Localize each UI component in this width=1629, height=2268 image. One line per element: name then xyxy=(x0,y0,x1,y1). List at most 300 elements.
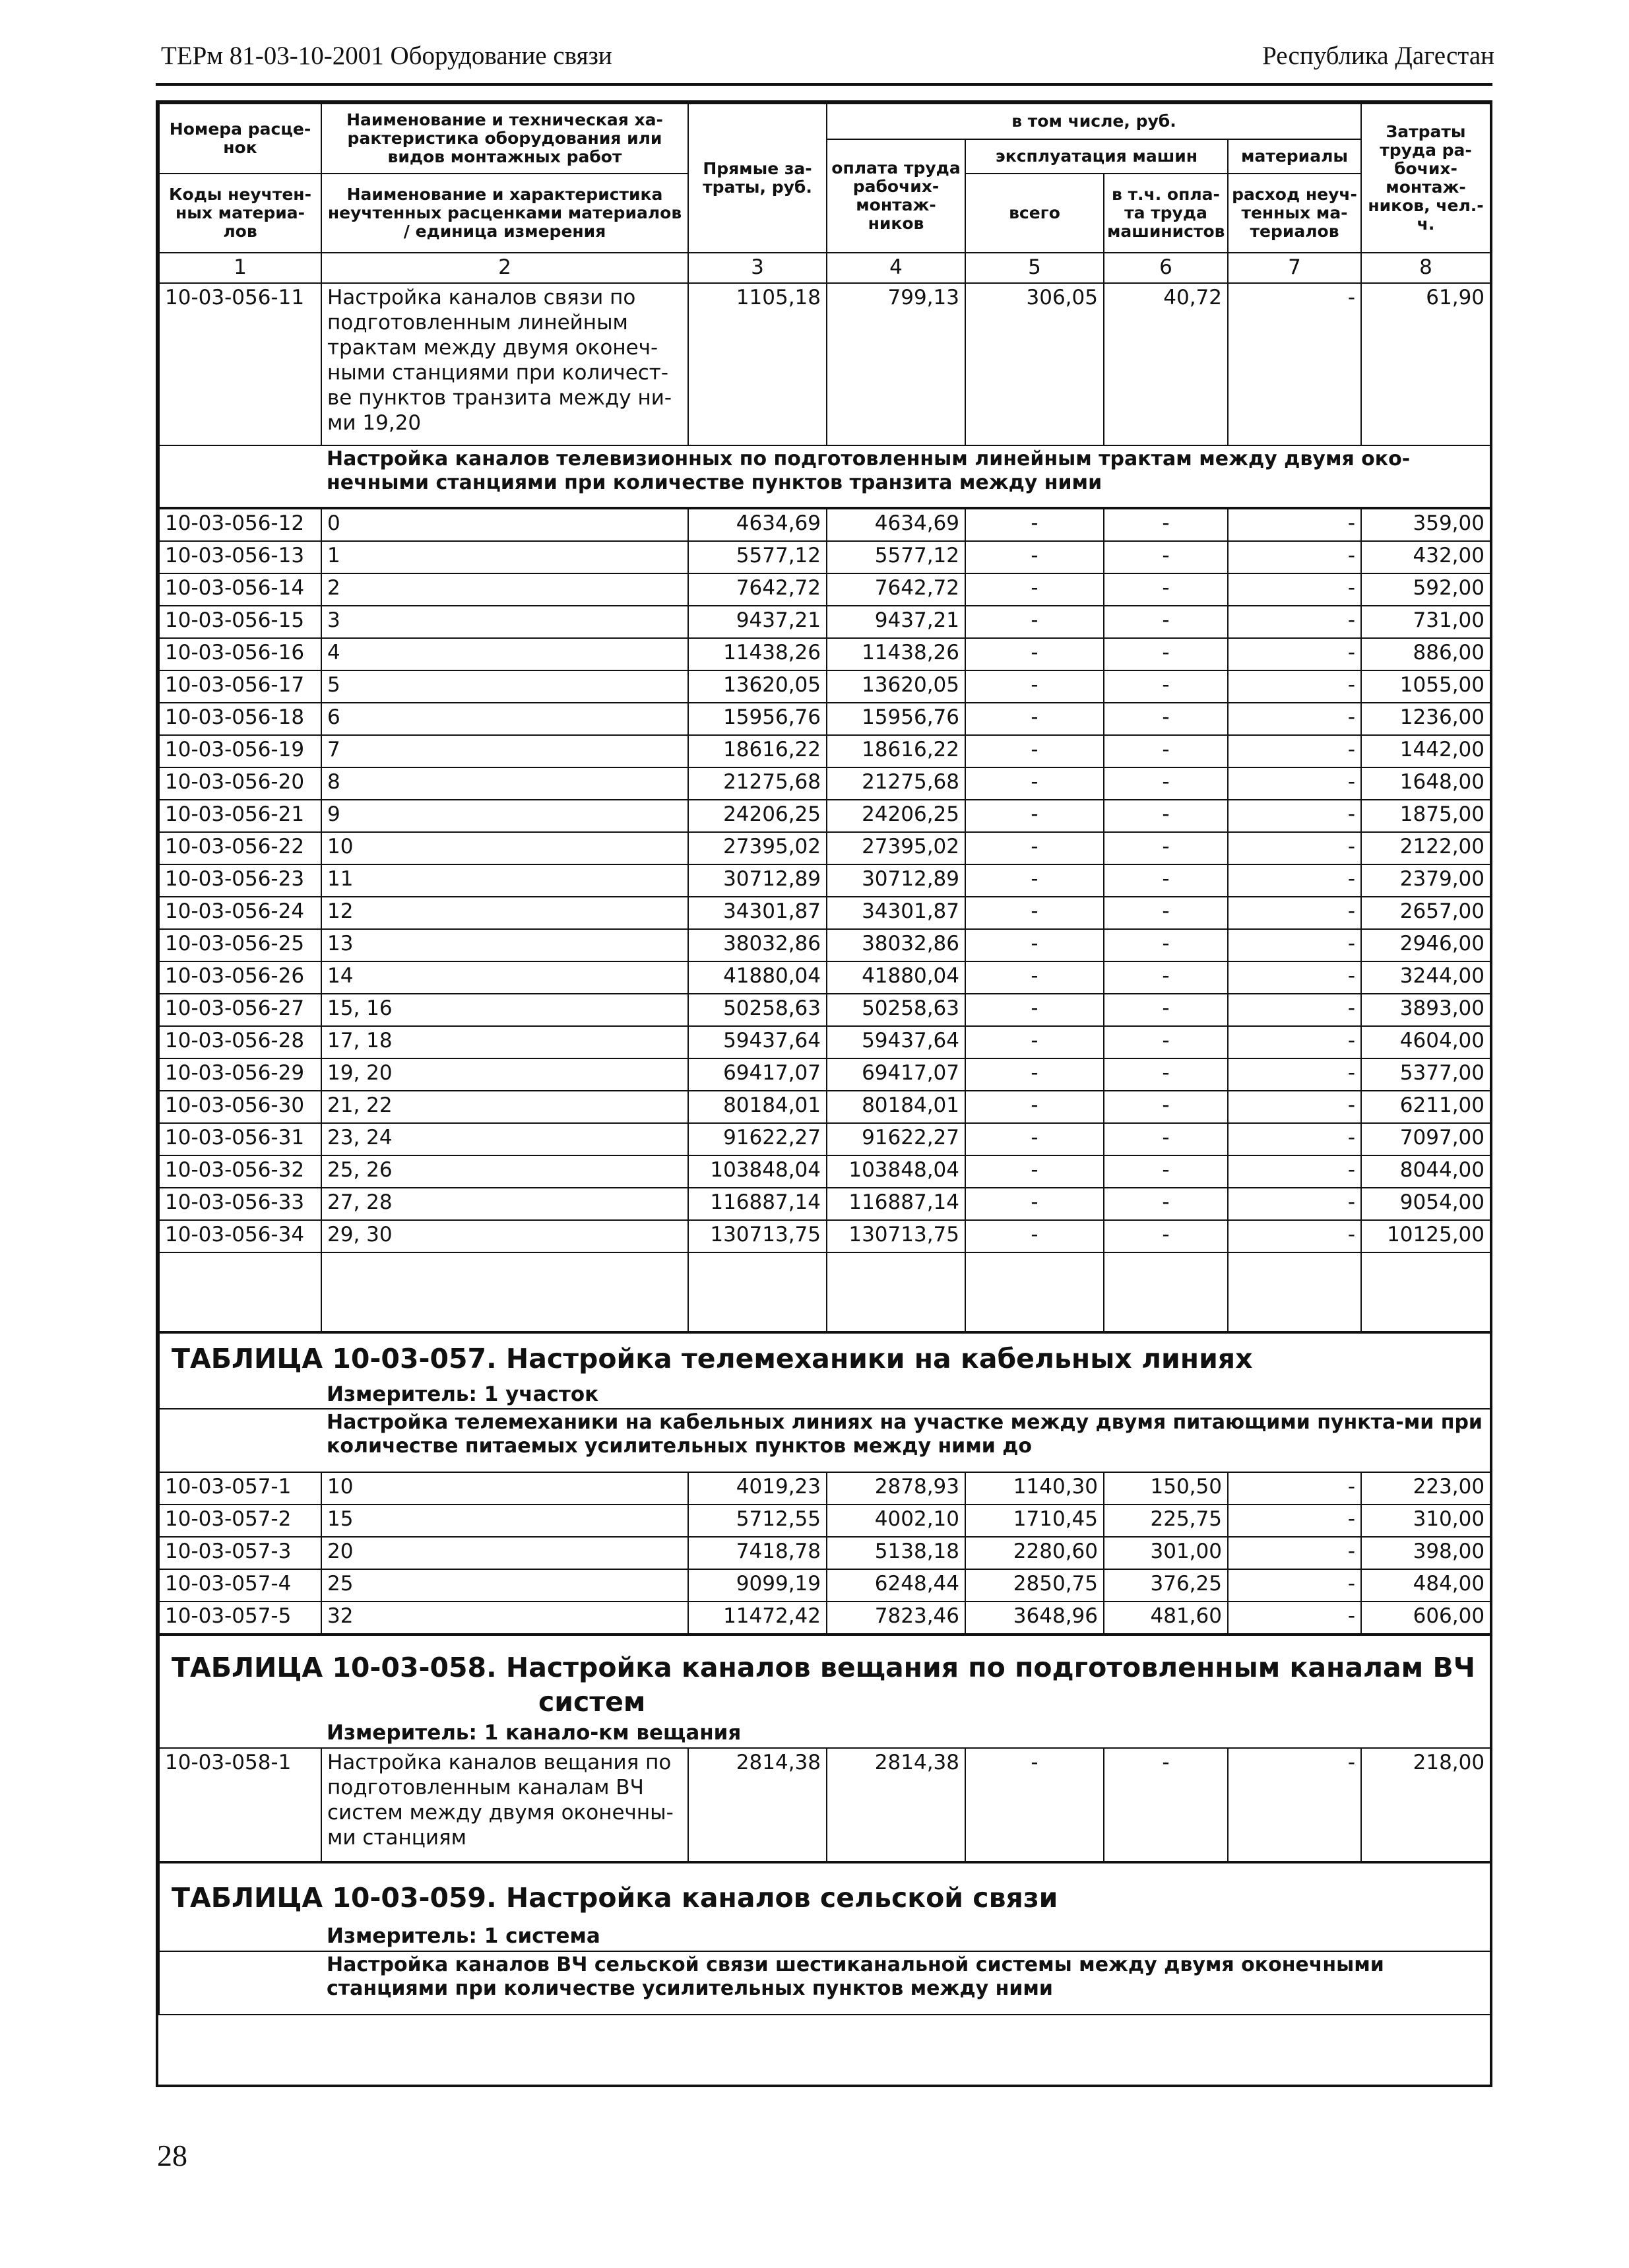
labor-wages: 7823,46 xyxy=(827,1602,965,1634)
materials: - xyxy=(1228,1602,1361,1634)
materials: - xyxy=(1228,638,1361,670)
colnum-8: 8 xyxy=(1361,253,1490,283)
rate-name: 17, 18 xyxy=(321,1026,688,1058)
machines-total: 306,05 xyxy=(965,283,1104,445)
direct-costs: 21275,68 xyxy=(688,767,827,800)
machinists-wages: - xyxy=(1104,573,1228,606)
table-row xyxy=(159,1026,1490,1058)
table-row xyxy=(159,1091,1490,1123)
machines-total: - xyxy=(965,897,1104,929)
direct-costs: 5577,12 xyxy=(688,541,827,573)
rate-name: 23, 24 xyxy=(321,1123,688,1155)
rate-code: 10-03-057-5 xyxy=(159,1602,321,1634)
labor-wages: 80184,01 xyxy=(827,1091,965,1123)
direct-costs: 59437,64 xyxy=(688,1026,827,1058)
rate-name: 15 xyxy=(321,1505,688,1537)
direct-costs: 34301,87 xyxy=(688,897,827,929)
colnum-3: 3 xyxy=(688,253,827,283)
materials: - xyxy=(1228,1155,1361,1188)
labor-hours: 1055,00 xyxy=(1361,670,1490,703)
labor-hours: 218,00 xyxy=(1361,1748,1490,1862)
labor-wages: 38032,86 xyxy=(827,929,965,961)
machines-total: - xyxy=(965,994,1104,1026)
direct-costs: 41880,04 xyxy=(688,961,827,994)
table-row xyxy=(159,1058,1490,1091)
materials: - xyxy=(1228,509,1361,541)
labor-hours: 3893,00 xyxy=(1361,994,1490,1026)
rate-code: 10-03-057-1 xyxy=(159,1472,321,1505)
direct-costs: 13620,05 xyxy=(688,670,827,703)
table-row xyxy=(159,1602,1490,1634)
labor-hours: 1875,00 xyxy=(1361,800,1490,832)
labor-hours: 1236,00 xyxy=(1361,703,1490,735)
labor-hours: 731,00 xyxy=(1361,606,1490,638)
materials: - xyxy=(1228,1058,1361,1091)
machines-total: - xyxy=(965,767,1104,800)
blank-row xyxy=(159,1252,1490,1332)
machinists-wages: - xyxy=(1104,735,1228,767)
rate-code: 10-03-056-33 xyxy=(159,1188,321,1220)
table-row xyxy=(159,1537,1490,1569)
materials: - xyxy=(1228,573,1361,606)
machinists-wages: - xyxy=(1104,1091,1228,1123)
direct-costs: 11472,42 xyxy=(688,1602,827,1634)
col6-header: в т.ч. опла-та труда машинистов xyxy=(1104,174,1228,253)
labor-wages: 59437,64 xyxy=(827,1026,965,1058)
labor-wages: 4634,69 xyxy=(827,509,965,541)
table-row xyxy=(159,703,1490,735)
labor-wages: 130713,75 xyxy=(827,1220,965,1252)
colnum-2: 2 xyxy=(321,253,688,283)
rate-code: 10-03-057-2 xyxy=(159,1505,321,1537)
labor-wages: 91622,27 xyxy=(827,1123,965,1155)
colnum-1: 1 xyxy=(159,253,321,283)
materials: - xyxy=(1228,703,1361,735)
machines-total: - xyxy=(965,1026,1104,1058)
labor-wages: 11438,26 xyxy=(827,638,965,670)
machinists-wages: - xyxy=(1104,1748,1228,1862)
labor-hours: 5377,00 xyxy=(1361,1058,1490,1091)
table-057-measure: Измеритель: 1 участок xyxy=(321,1380,1490,1409)
machinists-wages: 301,00 xyxy=(1104,1537,1228,1569)
table-059-measure: Измеритель: 1 система xyxy=(321,1922,1490,1951)
labor-hours: 61,90 xyxy=(1361,283,1490,445)
table-row xyxy=(159,606,1490,638)
table-row xyxy=(159,573,1490,606)
machinists-wages: 150,50 xyxy=(1104,1472,1228,1505)
rate-name: 11 xyxy=(321,864,688,897)
rate-name: 27, 28 xyxy=(321,1188,688,1220)
machines-total: 3648,96 xyxy=(965,1602,1104,1634)
table-row xyxy=(159,541,1490,573)
table-058-title: ТАБЛИЦА 10-03-058. Настройка каналов вещания по подготовленным каналам ВЧ xyxy=(172,1652,1475,1683)
machinists-wages: - xyxy=(1104,864,1228,897)
machinists-wages: - xyxy=(1104,509,1228,541)
table-row xyxy=(159,961,1490,994)
machinists-wages: - xyxy=(1104,929,1228,961)
direct-costs: 91622,27 xyxy=(688,1123,827,1155)
direct-costs: 4634,69 xyxy=(688,509,827,541)
rate-name: 14 xyxy=(321,961,688,994)
machinists-wages: - xyxy=(1104,1220,1228,1252)
rate-name: 3 xyxy=(321,606,688,638)
rate-name: 15, 16 xyxy=(321,994,688,1026)
rate-code: 10-03-056-21 xyxy=(159,800,321,832)
machines-total: - xyxy=(965,1058,1104,1091)
labor-wages: 6248,44 xyxy=(827,1569,965,1602)
machines-header: эксплуатация машин xyxy=(965,139,1228,174)
labor-wages: 21275,68 xyxy=(827,767,965,800)
table-row xyxy=(159,1472,1490,1505)
labor-wages: 4002,10 xyxy=(827,1505,965,1537)
labor-wages: 50258,63 xyxy=(827,994,965,1026)
table-row xyxy=(159,832,1490,864)
table-row xyxy=(159,994,1490,1026)
rate-name: Настройка каналов связи по подготовленным линейным трактам между двумя оконеч-ными станциями при количест-ве пунктов транзита между ни-ми 19,20 xyxy=(321,283,688,445)
table-058 xyxy=(158,1635,1491,1862)
table-row xyxy=(159,767,1490,800)
machinists-wages: - xyxy=(1104,703,1228,735)
machinists-wages: - xyxy=(1104,1155,1228,1188)
machinists-wages: - xyxy=(1104,541,1228,573)
direct-costs: 9099,19 xyxy=(688,1569,827,1602)
materials: - xyxy=(1228,735,1361,767)
labor-hours: 7097,00 xyxy=(1361,1123,1490,1155)
labor-hours: 6211,00 xyxy=(1361,1091,1490,1123)
machinists-wages: - xyxy=(1104,1188,1228,1220)
machinists-wages: - xyxy=(1104,606,1228,638)
direct-costs: 24206,25 xyxy=(688,800,827,832)
labor-hours: 1648,00 xyxy=(1361,767,1490,800)
rate-code: 10-03-056-16 xyxy=(159,638,321,670)
machinists-wages: - xyxy=(1104,638,1228,670)
rate-name: 9 xyxy=(321,800,688,832)
machinists-wages: 376,25 xyxy=(1104,1569,1228,1602)
labor-wages: 30712,89 xyxy=(827,864,965,897)
table-row xyxy=(159,638,1490,670)
direct-costs: 18616,22 xyxy=(688,735,827,767)
col3-header: Прямые за-траты, руб. xyxy=(688,104,827,253)
direct-costs: 7418,78 xyxy=(688,1537,827,1569)
direct-costs: 9437,21 xyxy=(688,606,827,638)
materials: - xyxy=(1228,897,1361,929)
machines-total: - xyxy=(965,1220,1104,1252)
labor-hours: 592,00 xyxy=(1361,573,1490,606)
direct-costs: 15956,76 xyxy=(688,703,827,735)
table-row xyxy=(159,800,1490,832)
rate-name: 25, 26 xyxy=(321,1155,688,1188)
table-057 xyxy=(158,1332,1491,1635)
rate-name: 7 xyxy=(321,735,688,767)
materials-header: материалы xyxy=(1228,139,1361,174)
rate-code: 10-03-056-11 xyxy=(159,283,321,445)
materials: - xyxy=(1228,1505,1361,1537)
machines-total: - xyxy=(965,864,1104,897)
direct-costs: 80184,01 xyxy=(688,1091,827,1123)
section-row-056 xyxy=(159,445,1490,507)
rate-name: 29, 30 xyxy=(321,1220,688,1252)
machinists-wages: 225,75 xyxy=(1104,1505,1228,1537)
materials: - xyxy=(1228,864,1361,897)
machines-total: - xyxy=(965,573,1104,606)
table-row xyxy=(159,864,1490,897)
labor-hours: 2122,00 xyxy=(1361,832,1490,864)
labor-wages: 2878,93 xyxy=(827,1472,965,1505)
labor-wages: 103848,04 xyxy=(827,1155,965,1188)
machines-total: - xyxy=(965,509,1104,541)
table-row xyxy=(159,1748,1490,1862)
materials: - xyxy=(1228,1569,1361,1602)
materials: - xyxy=(1228,1026,1361,1058)
rate-name: 20 xyxy=(321,1537,688,1569)
machines-total: 1710,45 xyxy=(965,1505,1104,1537)
rate-code: 10-03-056-18 xyxy=(159,703,321,735)
table-row xyxy=(159,670,1490,703)
rate-name: 25 xyxy=(321,1569,688,1602)
labor-hours: 398,00 xyxy=(1361,1537,1490,1569)
materials: - xyxy=(1228,1123,1361,1155)
machinists-wages: - xyxy=(1104,1058,1228,1091)
materials: - xyxy=(1228,1537,1361,1569)
labor-hours: 1442,00 xyxy=(1361,735,1490,767)
table-059 xyxy=(158,1862,1491,2015)
table-row xyxy=(159,929,1490,961)
table-row xyxy=(159,735,1490,767)
rate-code: 10-03-058-1 xyxy=(159,1748,321,1862)
rate-code: 10-03-056-31 xyxy=(159,1123,321,1155)
labor-hours: 4604,00 xyxy=(1361,1026,1490,1058)
rate-code: 10-03-056-22 xyxy=(159,832,321,864)
rows-056-table xyxy=(158,508,1491,1332)
table-059-title: ТАБЛИЦА 10-03-059. Настройка каналов сельской связи xyxy=(159,1863,1490,1922)
col7-header: расход неуч-тенных ма-териалов xyxy=(1228,174,1361,253)
rate-name: Настройка каналов вещания по подготовленным каналам ВЧ систем между двумя оконечны-ми станциям xyxy=(321,1748,688,1862)
rate-code: 10-03-056-12 xyxy=(159,509,321,541)
materials: - xyxy=(1228,832,1361,864)
rate-name: 10 xyxy=(321,832,688,864)
colnum-7: 7 xyxy=(1228,253,1361,283)
table-row xyxy=(159,1220,1490,1252)
table-row xyxy=(159,509,1490,541)
rate-code: 10-03-056-29 xyxy=(159,1058,321,1091)
running-header-right: Республика Дагестан xyxy=(1262,42,1494,70)
direct-costs: 27395,02 xyxy=(688,832,827,864)
rate-name: 0 xyxy=(321,509,688,541)
table-057-title: ТАБЛИЦА 10-03-057. Настройка телемеханики на кабельных линиях xyxy=(159,1333,1490,1380)
machines-total: - xyxy=(965,929,1104,961)
machines-total: - xyxy=(965,638,1104,670)
rate-code: 10-03-056-28 xyxy=(159,1026,321,1058)
table-row xyxy=(159,1155,1490,1188)
col2-header-top: Наименование и техническая ха-рактеристика оборудования или видов монтажных работ xyxy=(321,104,688,174)
materials: - xyxy=(1228,800,1361,832)
included-header: в том числе, руб. xyxy=(827,104,1361,139)
machinists-wages: - xyxy=(1104,1123,1228,1155)
machinists-wages: - xyxy=(1104,832,1228,864)
colnum-4: 4 xyxy=(827,253,965,283)
labor-hours: 606,00 xyxy=(1361,1602,1490,1634)
materials: - xyxy=(1228,1188,1361,1220)
direct-costs: 7642,72 xyxy=(688,573,827,606)
page-number: 28 xyxy=(157,2139,187,2172)
labor-wages: 34301,87 xyxy=(827,897,965,929)
labor-wages: 15956,76 xyxy=(827,703,965,735)
col1-header-bottom: Коды неучтен-ных материа-лов xyxy=(159,174,321,253)
rate-name: 21, 22 xyxy=(321,1091,688,1123)
direct-costs: 1105,18 xyxy=(688,283,827,445)
machines-total: - xyxy=(965,541,1104,573)
labor-hours: 432,00 xyxy=(1361,541,1490,573)
labor-hours: 310,00 xyxy=(1361,1505,1490,1537)
direct-costs: 11438,26 xyxy=(688,638,827,670)
rate-name: 8 xyxy=(321,767,688,800)
labor-wages: 5577,12 xyxy=(827,541,965,573)
labor-hours: 10125,00 xyxy=(1361,1220,1490,1252)
rate-name: 2 xyxy=(321,573,688,606)
rate-name: 4 xyxy=(321,638,688,670)
machines-total: 2850,75 xyxy=(965,1569,1104,1602)
table-row xyxy=(159,283,1490,445)
machines-total: - xyxy=(965,735,1104,767)
machines-total: 1140,30 xyxy=(965,1472,1104,1505)
rate-code: 10-03-056-23 xyxy=(159,864,321,897)
rate-name: 6 xyxy=(321,703,688,735)
direct-costs: 50258,63 xyxy=(688,994,827,1026)
header-row-1 xyxy=(159,104,1490,139)
table-row xyxy=(159,1505,1490,1537)
rate-name: 5 xyxy=(321,670,688,703)
rate-code: 10-03-056-34 xyxy=(159,1220,321,1252)
materials: - xyxy=(1228,994,1361,1026)
col1-header-top: Номера расце-нок xyxy=(159,104,321,174)
machines-total: - xyxy=(965,961,1104,994)
labor-hours: 3244,00 xyxy=(1361,961,1490,994)
labor-wages: 13620,05 xyxy=(827,670,965,703)
table-row xyxy=(159,1188,1490,1220)
machinists-wages: - xyxy=(1104,897,1228,929)
machinists-wages: - xyxy=(1104,800,1228,832)
labor-wages: 116887,14 xyxy=(827,1188,965,1220)
labor-wages: 41880,04 xyxy=(827,961,965,994)
col5-header: всего xyxy=(965,174,1104,253)
direct-costs: 2814,38 xyxy=(688,1748,827,1862)
materials: - xyxy=(1228,1091,1361,1123)
labor-wages: 7642,72 xyxy=(827,573,965,606)
machines-total: - xyxy=(965,832,1104,864)
labor-hours: 484,00 xyxy=(1361,1569,1490,1602)
rate-code: 10-03-056-24 xyxy=(159,897,321,929)
direct-costs: 4019,23 xyxy=(688,1472,827,1505)
col4-header: оплата труда рабочих-монтаж-ников xyxy=(827,139,965,253)
materials: - xyxy=(1228,606,1361,638)
labor-wages: 2814,38 xyxy=(827,1748,965,1862)
labor-wages: 27395,02 xyxy=(827,832,965,864)
machines-total: - xyxy=(965,1748,1104,1862)
labor-wages: 5138,18 xyxy=(827,1537,965,1569)
labor-hours: 359,00 xyxy=(1361,509,1490,541)
machines-total: - xyxy=(965,703,1104,735)
rate-code: 10-03-056-32 xyxy=(159,1155,321,1188)
labor-hours: 9054,00 xyxy=(1361,1188,1490,1220)
machines-total: - xyxy=(965,1155,1104,1188)
header-rule xyxy=(156,83,1492,86)
rate-name: 10 xyxy=(321,1472,688,1505)
colnum-6: 6 xyxy=(1104,253,1228,283)
rate-code: 10-03-056-13 xyxy=(159,541,321,573)
machinists-wages: - xyxy=(1104,1026,1228,1058)
direct-costs: 38032,86 xyxy=(688,929,827,961)
materials: - xyxy=(1228,929,1361,961)
rate-code: 10-03-057-3 xyxy=(159,1537,321,1569)
section-057-title: Настройка телемеханики на кабельных линиях на участке между двумя питающими пункта-ми при количестве питаемых усилительных пунктов между ними до xyxy=(321,1409,1490,1472)
materials: - xyxy=(1228,1220,1361,1252)
rate-code: 10-03-057-4 xyxy=(159,1569,321,1602)
rate-name: 19, 20 xyxy=(321,1058,688,1091)
machinists-wages: - xyxy=(1104,994,1228,1026)
table-058-title-cont: систем xyxy=(538,1686,646,1718)
materials: - xyxy=(1228,1748,1361,1862)
machinists-wages: - xyxy=(1104,670,1228,703)
materials: - xyxy=(1228,670,1361,703)
labor-hours: 8044,00 xyxy=(1361,1155,1490,1188)
machinists-wages: 481,60 xyxy=(1104,1602,1228,1634)
rate-code: 10-03-056-14 xyxy=(159,573,321,606)
section-059-title: Настройка каналов ВЧ сельской связи шестиканальной системы между двумя оконечными станциями при количестве усилительных пунктов между ними xyxy=(321,1951,1490,2015)
machines-total: - xyxy=(965,800,1104,832)
machines-total: - xyxy=(965,670,1104,703)
machines-total: - xyxy=(965,606,1104,638)
direct-costs: 130713,75 xyxy=(688,1220,827,1252)
rate-code: 10-03-056-17 xyxy=(159,670,321,703)
direct-costs: 103848,04 xyxy=(688,1155,827,1188)
labor-wages: 24206,25 xyxy=(827,800,965,832)
materials: - xyxy=(1228,541,1361,573)
rate-code: 10-03-056-27 xyxy=(159,994,321,1026)
column-numbers-row xyxy=(159,253,1490,283)
rates-table-frame xyxy=(156,100,1492,2087)
running-header-left: ТЕРм 81-03-10-2001 Оборудование связи xyxy=(161,42,612,70)
materials: - xyxy=(1228,961,1361,994)
direct-costs: 116887,14 xyxy=(688,1188,827,1220)
labor-hours: 2946,00 xyxy=(1361,929,1490,961)
labor-wages: 9437,21 xyxy=(827,606,965,638)
colnum-5: 5 xyxy=(965,253,1104,283)
rate-code: 10-03-056-19 xyxy=(159,735,321,767)
labor-hours: 2379,00 xyxy=(1361,864,1490,897)
labor-wages: 799,13 xyxy=(827,283,965,445)
materials: - xyxy=(1228,283,1361,445)
machinists-wages: 40,72 xyxy=(1104,283,1228,445)
labor-wages: 18616,22 xyxy=(827,735,965,767)
materials: - xyxy=(1228,767,1361,800)
rate-code: 10-03-056-20 xyxy=(159,767,321,800)
rate-name: 32 xyxy=(321,1602,688,1634)
direct-costs: 5712,55 xyxy=(688,1505,827,1537)
section-056-title: Настройка каналов телевизионных по подготовленным линейным трактам между двумя око-нечными станциями при количестве пунктов транзита между ними xyxy=(321,445,1490,507)
machinists-wages: - xyxy=(1104,767,1228,800)
machines-total: - xyxy=(965,1091,1104,1123)
rate-code: 10-03-056-25 xyxy=(159,929,321,961)
table-row xyxy=(159,897,1490,929)
table-row xyxy=(159,1569,1490,1602)
rate-name: 12 xyxy=(321,897,688,929)
col8-header: Затраты труда ра-бочих-монтаж-ников, чел.-ч. xyxy=(1361,104,1490,253)
labor-hours: 2657,00 xyxy=(1361,897,1490,929)
table-058-measure: Измеритель: 1 канало-км вещания xyxy=(321,1719,1490,1748)
machines-total: - xyxy=(965,1188,1104,1220)
labor-hours: 886,00 xyxy=(1361,638,1490,670)
rate-name: 1 xyxy=(321,541,688,573)
